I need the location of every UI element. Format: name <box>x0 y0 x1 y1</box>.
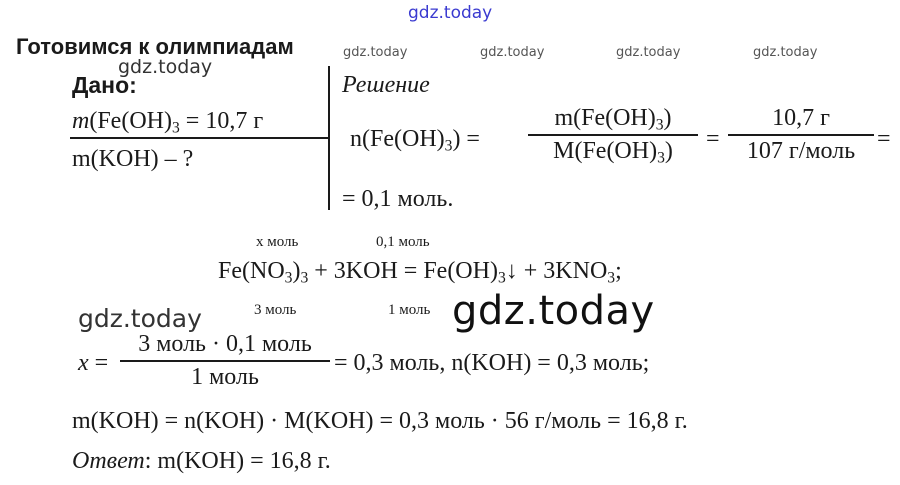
reaction-part-5: ; <box>615 258 622 284</box>
watermark-small-3: gdz.today <box>616 45 681 60</box>
reaction-equation <box>218 258 622 285</box>
solution-eq-lhs-close: ) = <box>452 126 480 152</box>
reaction-below-1: 1 моль <box>388 302 431 318</box>
reaction-part-2: ) <box>292 258 301 284</box>
answer-text: : m(KOH) = 16,8 г. <box>144 448 331 474</box>
answer-line <box>72 448 331 475</box>
calc-mass-line: m(KOH) = n(KOH) · M(KOH) = 0,3 моль · 56 г/моль = 16,8 г. <box>72 408 688 434</box>
fraction-molar-num <box>528 105 698 132</box>
frac1-den-sub: 3 <box>657 149 665 167</box>
frac1-den-text: M(Fe(OH) <box>553 137 658 164</box>
watermark-small-2: gdz.today <box>480 45 545 60</box>
answer-label: Ответ <box>72 448 145 474</box>
reaction-below-3: 3 моль <box>254 302 297 318</box>
fraction-values <box>728 105 874 165</box>
fraction-molar-bar <box>528 134 698 136</box>
reaction-part-3: + 3KOH = Fe(OH) <box>308 258 498 284</box>
fraction-molar <box>528 105 698 165</box>
fraction-proportion-num: 3 моль · 0,1 моль <box>138 331 312 357</box>
frac1-num-text: m(Fe(OH) <box>554 105 656 131</box>
given-line-1-sub: 3 <box>171 119 180 137</box>
reaction-sub-2: 3 <box>300 269 309 287</box>
given-divider <box>70 137 328 139</box>
fraction-molar-den <box>528 138 698 165</box>
frac1-num-close: ) <box>663 105 672 131</box>
given-line-1: $m(Fe(OH)_3 = 10,7$ г <box>72 108 264 137</box>
reaction-sub-1: 3 <box>284 269 293 287</box>
frac1-num-sub: 3 <box>655 116 664 134</box>
equals-sign-1: = <box>706 126 720 152</box>
reaction-above-x: x моль <box>256 234 299 250</box>
frac1-den-close: ) <box>664 137 673 164</box>
section-title: Готовимся к олимпиадам <box>16 34 294 59</box>
calc-x-eq: x = <box>78 350 109 376</box>
solution-eq-lhs-sub: 3 <box>444 137 453 155</box>
fraction-proportion-den: 1 моль <box>191 363 259 390</box>
fraction-values-num: 10,7 г <box>772 105 830 131</box>
fraction-proportion <box>120 331 330 391</box>
fraction-proportion-bar <box>120 360 330 362</box>
watermark-large: gdz.today <box>452 288 655 334</box>
given-vertical-rule <box>328 66 330 210</box>
given-line-1-value: = 10,7 г <box>179 108 264 134</box>
reaction-part-4: ↓ + 3KNO <box>505 258 608 284</box>
solution-eq-lhs-text: n(Fe(OH) <box>350 126 445 152</box>
watermark-given: gdz.today <box>118 56 213 78</box>
watermark-small-4: gdz.today <box>753 45 818 60</box>
reaction-sub-3: 3 <box>497 269 506 287</box>
reaction-part-1: Fe(NO <box>218 258 285 284</box>
given-label: Дано: <box>72 72 137 98</box>
reaction-above-01: 0,1 моль <box>376 234 430 250</box>
reaction-sub-4: 3 <box>607 269 616 287</box>
solution-eq-lhs <box>350 126 480 153</box>
calc-result: = 0,3 моль, n(KOH) = 0,3 моль; <box>334 350 650 376</box>
solution-label: Решение <box>342 72 430 98</box>
watermark-left: gdz.today <box>78 304 202 333</box>
solution-result: = 0,1 моль. <box>342 186 454 212</box>
equals-sign-2: = <box>877 126 891 152</box>
given-line-2: m(KOH) – ? <box>72 146 194 172</box>
fraction-values-den: 107 г/моль <box>746 137 856 164</box>
watermark-top: gdz.today <box>408 3 493 23</box>
fraction-values-bar <box>728 134 874 136</box>
watermark-small-1: gdz.today <box>343 45 408 60</box>
